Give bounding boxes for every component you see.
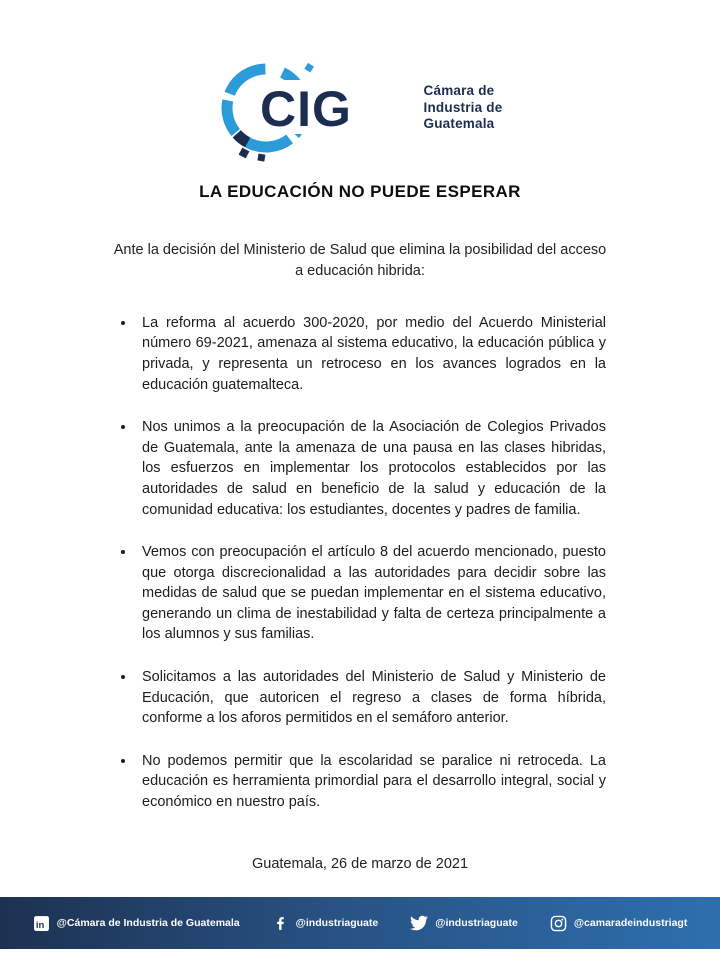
facebook-icon <box>272 915 289 932</box>
org-name-line3: Guatemala <box>423 116 495 132</box>
header-logo <box>0 0 720 162</box>
org-name-line1: Cámara de <box>423 83 495 99</box>
page-title: LA EDUCACIÓN NO PUEDE ESPERAR <box>199 182 521 201</box>
bullet-item: • Solicitamos a las autoridades del Ministerio de Salud y Ministerio de Educación, que autoricen el regreso a clases de forma híbrida, conforme a los aforos permitidos en el semáforo anterior. <box>136 667 606 729</box>
social-handle: @industriaguate <box>295 917 379 929</box>
social-link-instagram[interactable] <box>550 915 688 932</box>
social-link-twitter[interactable] <box>410 914 518 932</box>
linkedin-icon <box>33 915 50 932</box>
instagram-icon <box>550 915 567 932</box>
social-handle: @industriaguate <box>435 917 518 929</box>
bullet-item: • No podemos permitir que la escolaridad se paralice ni retroceda. La educación es herramienta primordial para el desarrollo integral, social y económico en nuestro país. <box>136 751 606 813</box>
social-handle: @Cámara de Industria de Guatemala <box>56 917 240 929</box>
social-handle: @camaradeindustriagt <box>573 917 688 929</box>
date-line: Guatemala, 26 de marzo de 2021 <box>251 856 469 873</box>
bullet-item: • La reforma al acuerdo 300-2020, por medio del Acuerdo Ministerial número 69-2021, amenaza al sistema educativo, la educación pública y privada, y representa un retroceso en los avances logrados en la educación guatemalteca. <box>136 313 606 395</box>
cig-logo-icon <box>218 54 414 162</box>
intro-paragraph: Ante la decisión del Ministerio de Salud que elimina la posibilidad del acceso a educación hibrida: <box>113 242 607 280</box>
social-link-linkedin[interactable] <box>33 915 240 932</box>
svg-text:in: in <box>35 919 44 931</box>
footer-social-bar <box>0 897 720 949</box>
bullet-list <box>114 313 606 813</box>
org-name <box>424 83 503 132</box>
bullet-item: • Nos unimos a la preocupación de la Asociación de Colegios Privados de Guatemala, ante la amenaza de una pausa en las clases hibridas, los esfuerzos en implementar los protocolos establecidos por las autoridades de salud en beneficio de la salud y educación de la comunidad educativa: los estudiantes, docentes y padres de familia. <box>136 417 606 520</box>
twitter-icon <box>410 914 428 932</box>
bullet-item: • Vemos con preocupación el artículo 8 del acuerdo mencionado, puesto que otorga discrecionalidad a las autoridades para decidir sobre las medidas de salud que se puedan implementar en el sistema educativo, generando un clima de inestabilidad y falta de certeza principalmente a los alumnos y sus familias. <box>136 542 606 645</box>
social-link-facebook[interactable] <box>272 915 379 932</box>
svg-text:CIG: CIG <box>259 81 352 137</box>
org-name-line2: Industria de <box>423 99 503 115</box>
